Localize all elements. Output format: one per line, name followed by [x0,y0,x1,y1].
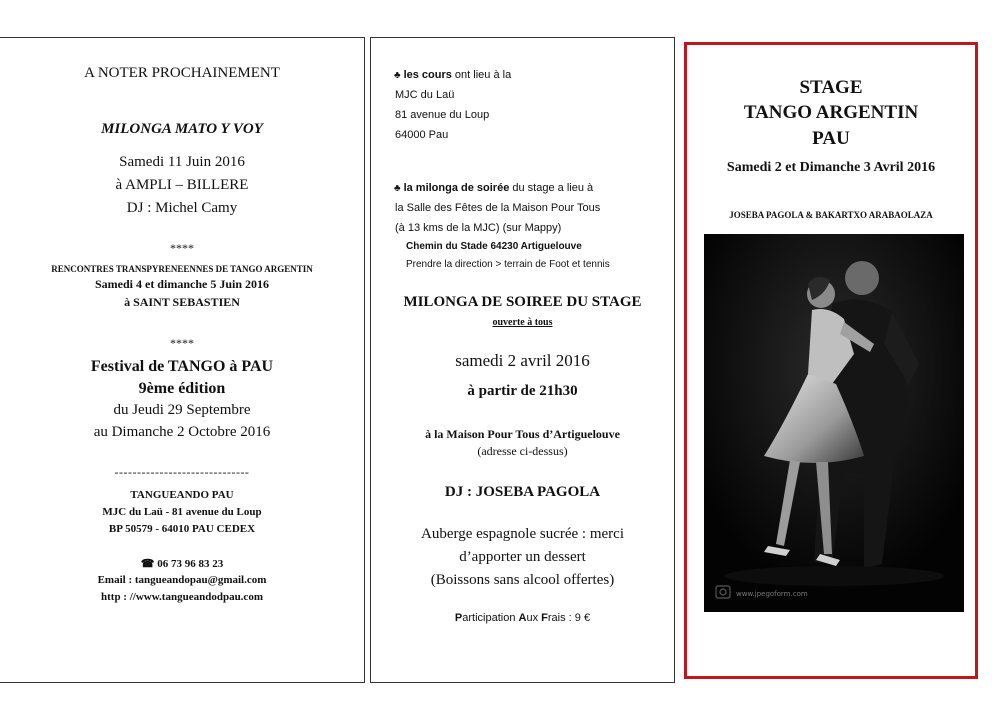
milonga-venue-2: (à 13 kms de la MJC) (sur Mappy) [395,222,562,234]
milonga-venue-1: la Salle des Fêtes de la Maison Pour Tous [395,202,601,214]
milonga-text: du stage a lieu à [509,182,594,194]
festival-title: Festival de TANGO à PAU [90,358,274,375]
cover-teachers: JOSEBA PAGOLA & BAKARTXO ARABAOLAZA [729,210,933,220]
panel-cover [684,42,978,679]
cours-text: ont lieu à la [451,69,512,81]
milonga-line [394,182,593,194]
milonga-dj: DJ : Michel Camy [126,200,238,216]
rencontres-date: Samedi 4 et dimanche 5 Juin 2016 [94,277,269,291]
festival-to: au Dimanche 2 Octobre 2016 [93,424,271,440]
org-bp: BP 50579 - 64010 PAU CEDEX [108,523,256,535]
dancers-photo [704,234,964,612]
org-email: Email : tangueandopau@gmail.com [97,574,267,586]
upcoming-heading: A NOTER PROCHAINEMENT [84,65,280,81]
phone-icon: ☎ [140,558,155,570]
phone-number: 06 73 96 83 23 [157,558,224,570]
cours-line [394,69,511,81]
cover-title-line-1: STAGE [799,77,863,98]
cover-dates: Samedi 2 et Dimanche 3 Avril 2016 [726,160,936,175]
milonga-date: Samedi 11 Juin 2016 [119,154,245,170]
club-icon: ♣ [394,183,401,194]
festival-edition: 9ème édition [138,380,226,397]
participation-fee: Participation Aux Frais : 9 € [454,612,591,624]
cours-address-3: 64000 Pau [395,129,449,141]
org-address: MJC du Laü - 81 avenue du Loup [102,506,262,518]
cours-address-1: MJC du Laü [395,89,455,101]
soiree-dj: DJ : JOSEBA PAGOLA [444,484,601,500]
org-name: TANGUEANDO PAU [130,489,234,501]
festival-from: du Jeudi 29 Septembre [113,402,251,418]
soiree-place-note: (adresse ci-dessus) [477,444,568,458]
auberge-line-1: Auberge espagnole sucrée : merci [421,526,624,542]
photo-watermark: www.jpegoform.com [736,590,808,598]
milonga-direction: Prendre la direction > terrain de Foot et tennis [406,259,610,270]
panel-upcoming-events [0,37,365,683]
cover-title-line-2: TANGO ARGENTIN [743,102,919,123]
soiree-title: MILONGA DE SOIREE DU STAGE [403,294,642,310]
separator-stars: **** [170,241,194,255]
soiree-time: à partir de 21h30 [467,383,578,399]
cours-label: les cours [403,69,452,81]
separator-stars: **** [170,336,194,350]
cover-title-line-3: PAU [812,128,850,149]
auberge-line-2: d’apporter un dessert [459,549,586,565]
milonga-place: à AMPLI – BILLERE [115,177,249,193]
rencontres-place: à SAINT SEBASTIEN [124,295,240,309]
auberge-line-3: (Boissons sans alcool offertes) [430,572,615,588]
org-phone [0,557,364,570]
panel-practical-info [370,37,675,683]
rencontres-title: RENCONTRES TRANSPYRENEENNES DE TANGO ARGENTIN [51,264,313,274]
soiree-date: samedi 2 avril 2016 [455,351,590,370]
milonga-label: la milonga de soirée [403,182,510,194]
soiree-place: à la Maison Pour Tous d’Artiguelouve [425,427,620,441]
org-website: http : //www.tangueandodpau.com [101,591,263,603]
divider-line: ------------------------------ [114,465,250,479]
milonga-title: MILONGA MATO Y VOY [101,121,263,137]
cours-address-2: 81 avenue du Loup [395,109,490,121]
dancers-illustration [704,234,964,612]
club-icon: ♣ [394,70,401,81]
milonga-address: Chemin du Stade 64230 Artiguelouve [406,241,582,252]
soiree-subtitle: ouverte à tous [492,317,553,328]
